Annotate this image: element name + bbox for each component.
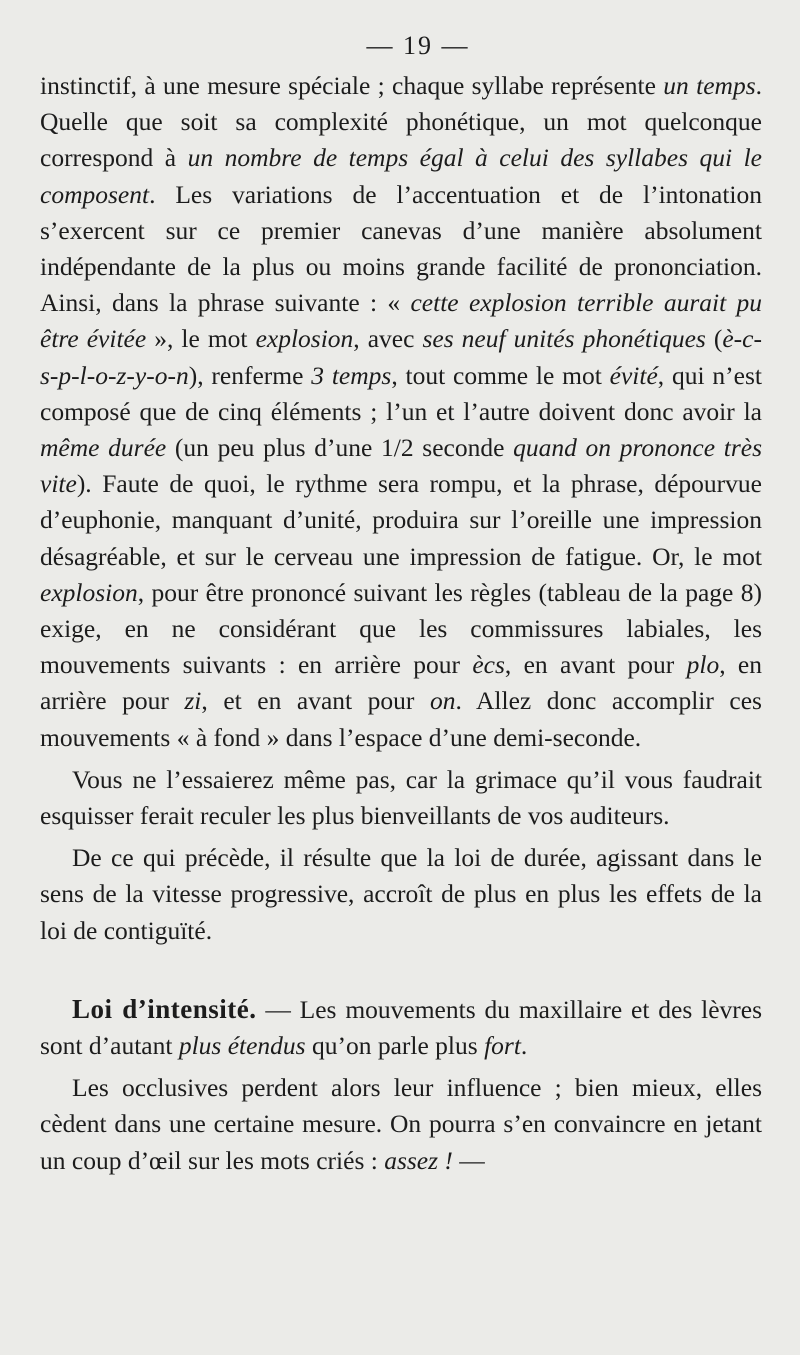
italic-text: on [429,686,456,716]
italic-text: quand on prononce très vite [40,433,763,499]
text-segment: , en avant pour [504,650,687,680]
paragraph [40,68,762,756]
italic-text: plo [686,650,720,680]
text-segment: ( [705,324,723,354]
text-segment: — Les mouvements du maxillaire et des lèvres sont d’autant [40,994,762,1061]
italic-text: assez ! [384,1145,453,1175]
italic-text: è-c-s-p-l-o-z-y-o-n [40,324,762,390]
paragraph [40,840,762,949]
italic-text: évité [609,360,658,390]
paragraph [40,991,762,1064]
italic-text: même durée [40,433,167,463]
text-segment: », le mot [146,324,256,354]
italic-text: un nombre de temps égal à celui des syllabes qui le composent [40,143,762,209]
text-segment: — [452,1145,485,1175]
paragraph [40,762,762,834]
text-segment: instinctif, à une mesure spéciale ; chaque syllabe représente [40,71,664,100]
text-segment: , en arrière pour [40,650,762,716]
italic-text: fort [484,1031,521,1061]
italic-text: explosion [255,324,354,354]
text-segment: . Allez donc accomplir ces mouvements « à fond » dans l’espace d’une demi-seconde. [40,686,762,752]
italic-text: un temps [663,71,756,100]
body-text [40,68,762,1179]
italic-text: explosion [40,577,138,607]
text-segment: , pour être prononcé suivant les règles (tableau de la page 8) exige, en ne considérant que les commissures labiales, les mouvements suivants : en arrière pour [40,577,762,680]
text-segment: . Quelle que soit sa complexité phonétique, un mot quelconque correspond à [40,71,763,173]
text-segment: Les occlusives perdent alors leur influence ; bien mieux, elles cèdent dans une certaine mesure. On pourra s’en convaincre en jetant un coup d’œil sur les mots criés : [40,1073,762,1175]
text-segment: , avec [353,324,423,354]
italic-text: 3 temps [311,360,392,390]
text-segment: , et en avant pour [201,686,430,716]
italic-text: ècs [472,650,505,680]
text-segment: . Les variations de l’accentuation et de l’intonation s’exercent sur ce premier canevas d’une manière absolument indépendante de la plus ou moins grande facilité de prononciation. Ainsi, dans la phrase suivante : « [40,179,762,318]
italic-text: ses neuf unités phonétiques [422,324,706,354]
italic-text: plus étendus [178,1031,306,1061]
text-segment: . [520,1031,528,1061]
text-segment: (un peu plus d’une 1/2 seconde [166,433,514,463]
text-segment: ), renferme [188,360,312,390]
italic-text: zi [184,686,202,716]
text-segment: ). Faute de quoi, le rythme sera rompu, et la phrase, dépourvue d’euphonie, manquant d’unité, produira sur l’oreille une impression désagréable, et sur le cerveau une impression de fatigue. Or, le mot [40,469,762,571]
section-heading: Loi d’intensité. [72,993,257,1024]
text-segment: De ce qui précède, il résulte que la loi de durée, agissant dans le sens de la vitesse progressive, accroît de plus en plus les effets de la loi de contiguïté. [40,843,762,945]
page-number: — 19 — [366,31,470,60]
italic-text: cette explosion terrible aurait pu être évitée [40,288,762,354]
text-segment: , tout comme le mot [391,360,610,390]
paragraph [40,1070,762,1179]
text-segment: , qui n’est composé que de cinq éléments ; l’un et l’autre doivent donc avoir la [40,360,762,426]
text-segment: qu’on parle plus [305,1031,485,1061]
text-segment: Vous ne l’essaierez même pas, car la grimace qu’il vous faudrait esquisser ferait reculer les plus bienveillants de vos auditeurs. [40,764,762,831]
